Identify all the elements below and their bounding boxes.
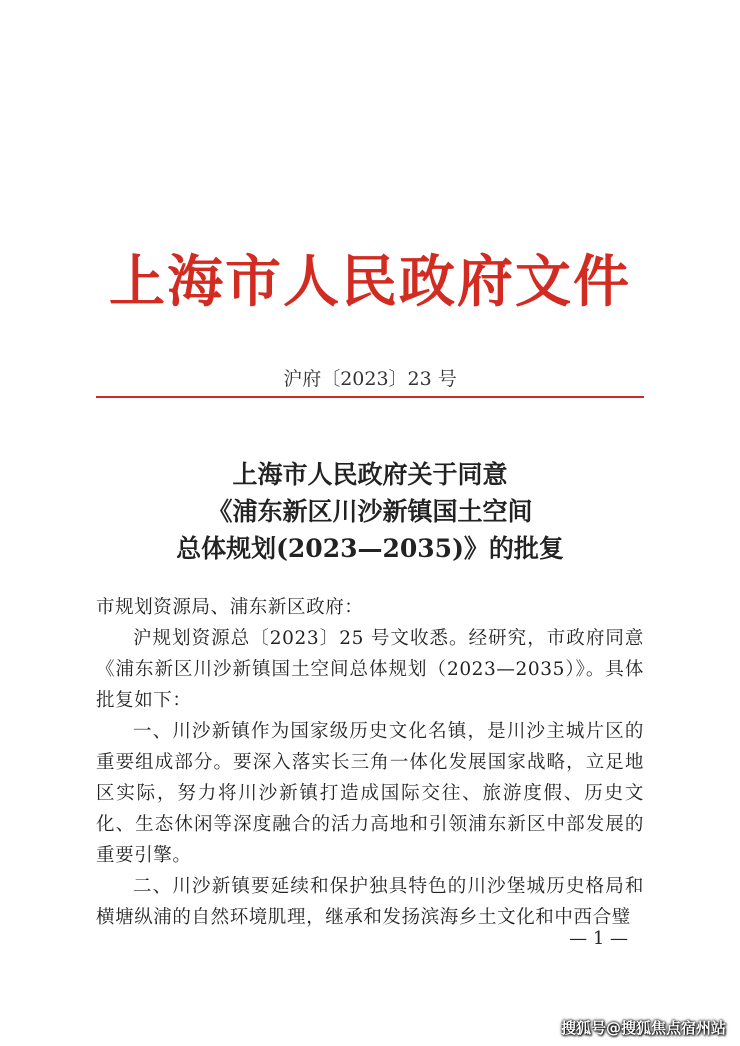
addressee: 市规划资源局、浦东新区政府：: [96, 597, 364, 618]
watermark: 搜狐号@搜狐焦点宿州站: [560, 1019, 726, 1037]
red-separator-line: [96, 396, 644, 398]
title-line-2: 《浦东新区川沙新镇国土空间: [207, 497, 533, 526]
issuer-heading: 上海市人民政府文件: [109, 249, 631, 315]
page-number: — 1 —: [569, 928, 628, 949]
paragraph-3: 二、川沙新镇要延续和保护独具特色的川沙堡城历史格局和横塘纵浦的自然环境肌理，继承和发扬滨海乡土文化和中西合璧: [96, 876, 644, 928]
paragraph-1: 沪规划资源总〔2023〕25 号文收悉。经研究，市政府同意《浦东新区川沙新镇国土空间总体规划（2023—2035）》。具体批复如下：: [96, 628, 644, 711]
document-body: [96, 592, 644, 933]
document-number: 沪府〔2023〕23 号: [283, 368, 457, 390]
title-line-1: 上海市人民政府关于同意: [232, 460, 508, 489]
document-title: [0, 456, 740, 567]
title-line-3: 总体规划(2023—2035)》的批复: [176, 534, 564, 563]
paragraph-2: 一、川沙新镇作为国家级历史文化名镇，是川沙主城片区的重要组成部分。要深入落实长三角一体化发展国家战略，立足地区实际，努力将川沙新镇打造成国际交往、旅游度假、历史文化、生态休闲等深度融合的活力高地和引领浦东新区中部发展的重要引擎。: [96, 721, 644, 866]
